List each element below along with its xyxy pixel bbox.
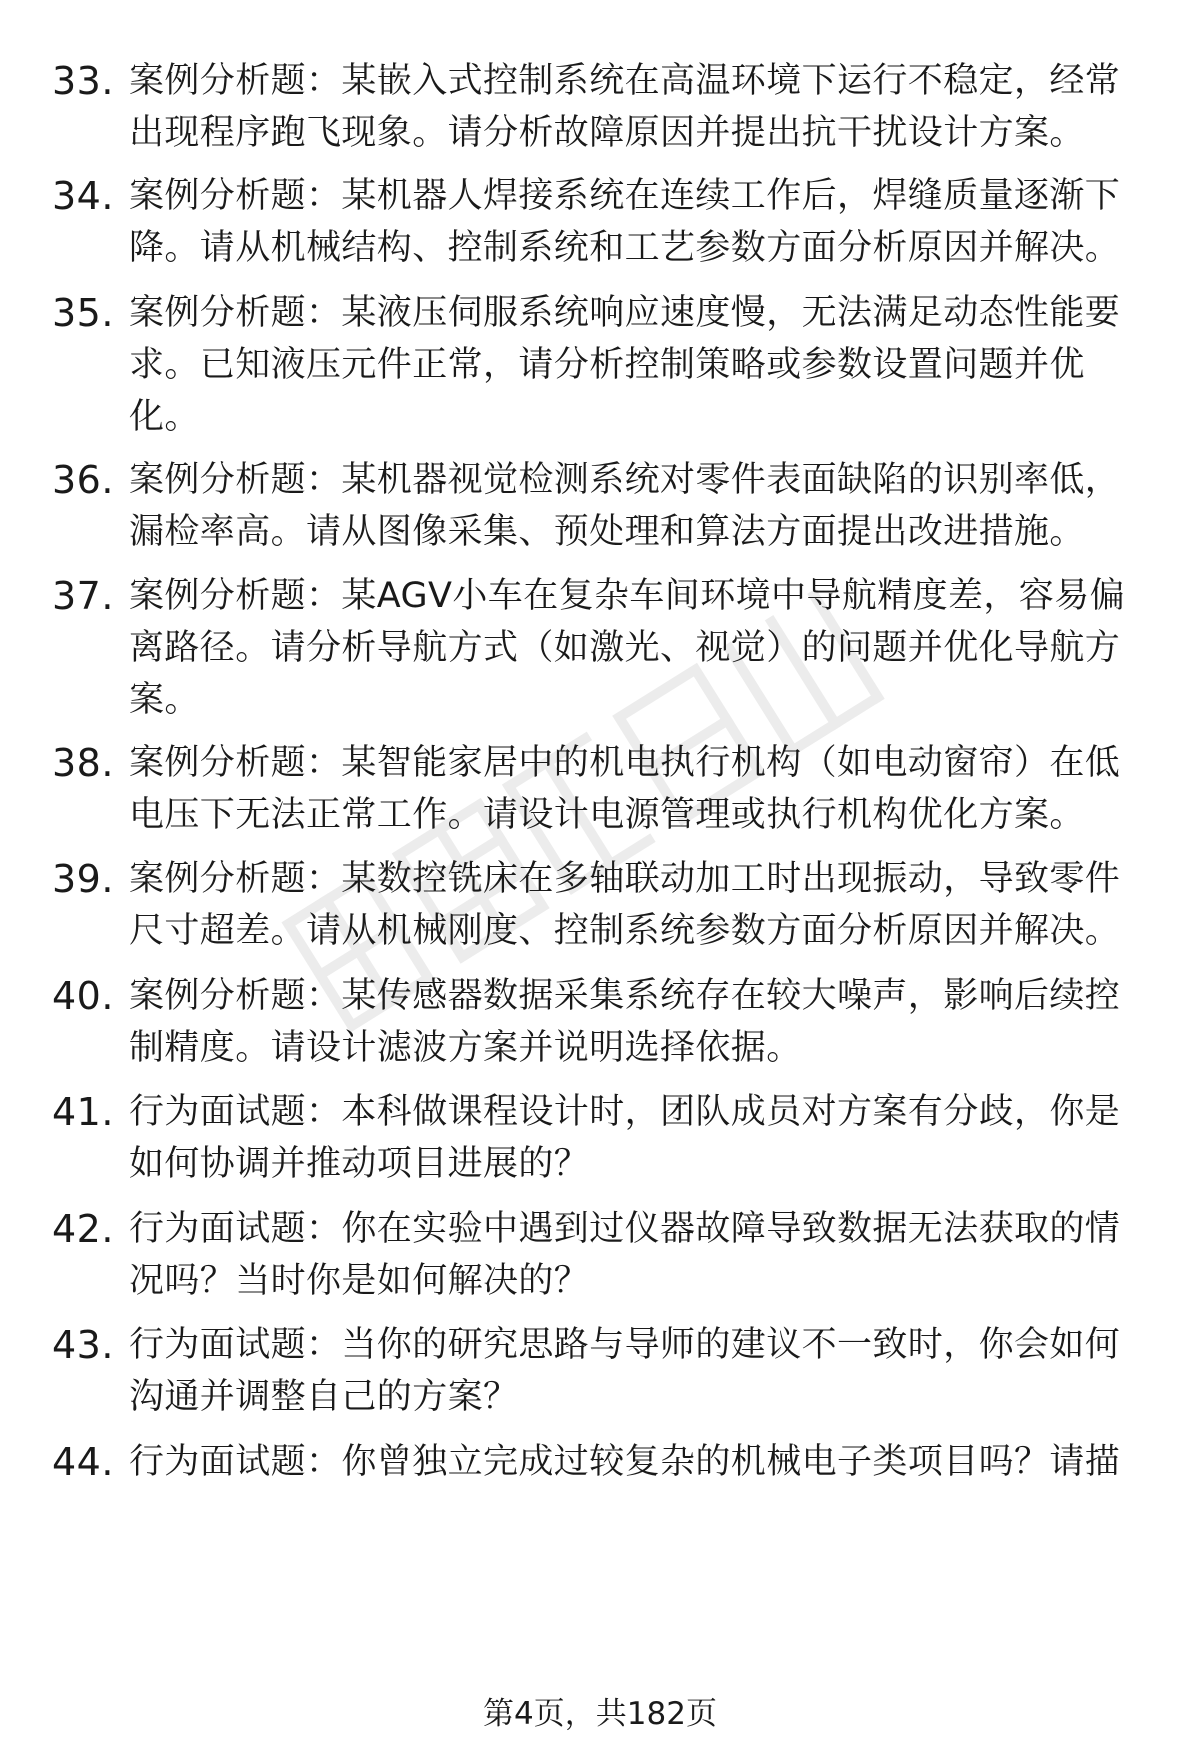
question-text-line: 化。 xyxy=(129,397,200,437)
question-text-line: 行为面试题：你曾独立完成过较复杂的机械电子类项目吗？请描 xyxy=(129,1442,1121,1482)
question-number: 43. xyxy=(52,1323,114,1367)
question-text-line: 案例分析题：某液压伺服系统响应速度慢，无法满足动态性能要 xyxy=(129,293,1121,333)
question-text-line: 况吗？当时你是如何解决的？ xyxy=(129,1261,590,1301)
question-number: 44. xyxy=(52,1440,114,1484)
question-number: 42. xyxy=(52,1207,114,1251)
question-number: 37. xyxy=(52,574,114,618)
question-text-line: 出现程序跑飞现象。请分析故障原因并提出抗干扰设计方案。 xyxy=(129,113,1085,153)
question-text-line: 案例分析题：某数控铣床在多轴联动加工时出现振动，导致零件 xyxy=(129,859,1121,899)
question-text-line: 尺寸超差。请从机械刚度、控制系统参数方面分析原因并解决。 xyxy=(129,911,1121,951)
question-text xyxy=(129,1086,1159,1190)
question-text xyxy=(129,287,1159,443)
question-number: 34. xyxy=(52,174,114,218)
question-text-line: 案例分析题：某嵌入式控制系统在高温环境下运行不稳定，经常 xyxy=(129,61,1121,101)
question-number: 39. xyxy=(52,857,114,901)
question-number: 38. xyxy=(52,741,114,785)
question-text-line: 沟通并调整自己的方案？ xyxy=(129,1377,519,1417)
question-text-line: 求。已知液压元件正常，请分析控制策略或参数设置问题并优 xyxy=(129,345,1085,385)
question-text-line: 降。请从机械结构、控制系统和工艺参数方面分析原因并解决。 xyxy=(129,228,1121,268)
question-number: 35. xyxy=(52,291,114,335)
question-text-line: 制精度。请设计滤波方案并说明选择依据。 xyxy=(129,1028,802,1068)
question-text-line: 行为面试题：你在实验中遇到过仪器故障导致数据无法获取的情 xyxy=(129,1209,1121,1249)
question-number: 40. xyxy=(52,974,114,1018)
page-footer: 第4页，共182页 xyxy=(483,1696,717,1732)
question-text-line: 案例分析题：某机器视觉检测系统对零件表面缺陷的识别率低， xyxy=(129,460,1121,500)
question-text-line: 行为面试题：本科做课程设计时，团队成员对方案有分歧，你是 xyxy=(129,1092,1121,1132)
question-number: 36. xyxy=(52,458,114,502)
question-text-line: 离路径。请分析导航方式（如激光、视觉）的问题并优化导航方 xyxy=(129,628,1121,668)
question-number: 33. xyxy=(52,59,114,103)
question-text-line: 如何协调并推动项目进展的？ xyxy=(129,1144,590,1184)
question-text-line: 案例分析题：某智能家居中的机电执行机构（如电动窗帘）在低 xyxy=(129,743,1121,783)
question-text xyxy=(129,55,1159,159)
question-text xyxy=(129,1319,1159,1423)
question-text-line: 漏检率高。请从图像采集、预处理和算法方面提出改进措施。 xyxy=(129,512,1085,552)
question-text xyxy=(129,853,1159,957)
question-text xyxy=(129,570,1159,726)
question-text xyxy=(129,1203,1159,1307)
question-text xyxy=(129,170,1159,274)
question-text-line: 案。 xyxy=(129,680,200,720)
question-text-line: 电压下无法正常工作。请设计电源管理或执行机构优化方案。 xyxy=(129,795,1085,835)
question-text xyxy=(129,1436,1159,1488)
question-text-line: 案例分析题：某机器人焊接系统在连续工作后，焊缝质量逐渐下 xyxy=(129,176,1121,216)
question-number: 41. xyxy=(52,1090,114,1134)
question-text xyxy=(129,970,1159,1074)
question-text-line: 行为面试题：当你的研究思路与导师的建议不一致时，你会如何 xyxy=(129,1325,1121,1365)
question-text-line: 案例分析题：某传感器数据采集系统存在较大噪声，影响后续控 xyxy=(129,976,1121,1016)
question-text xyxy=(129,454,1159,558)
question-text xyxy=(129,737,1159,841)
question-text-line: 案例分析题：某AGV小车在复杂车间环境中导航精度差，容易偏 xyxy=(129,576,1125,616)
